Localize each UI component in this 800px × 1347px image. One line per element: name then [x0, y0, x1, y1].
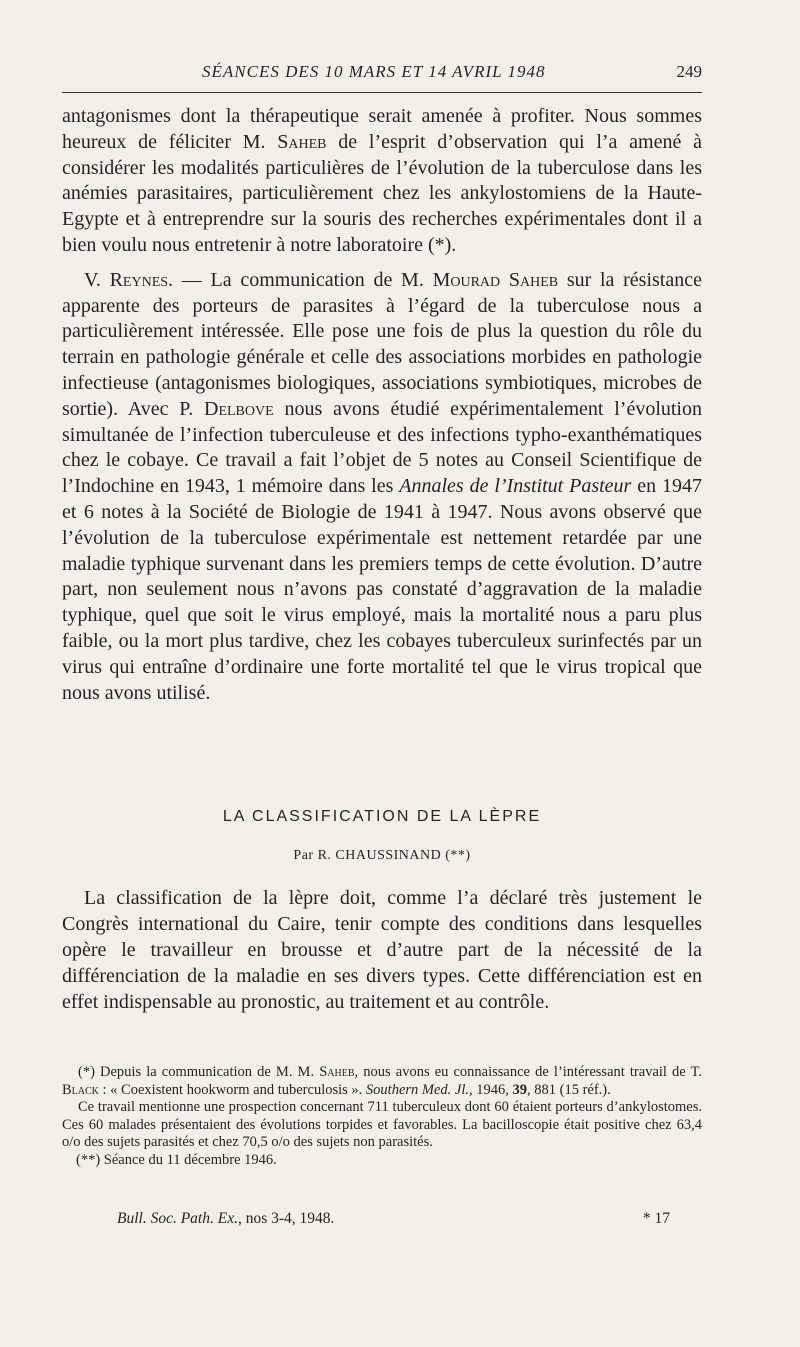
footnotes [62, 1064, 702, 1169]
article-text [62, 885, 702, 1015]
article-title: LA CLASSIFICATION DE LA LÈPRE [222, 808, 542, 825]
discussion-text [62, 104, 702, 706]
header-rule [62, 92, 702, 93]
author-name: Saheb [277, 130, 327, 153]
author-name: Reynes [109, 268, 169, 291]
paragraph-saheb: antagonismes dont la thérapeutique serait amenée à profiter. Nous sommes heureux de féliciter M. Saheb de l’esprit d’observation qui l’a amené à considérer les modalités particulières de l’évolution de la tuberculose dans les anémies parasitaires, particulièrement chez les ankylostomiens de la Haute-Egypte et à entreprendre sur la souris des recherches expérimentales dont il a bien voulu nous entretenir à notre laboratoire (*). [62, 105, 702, 256]
article-paragraph: La classification de la lèpre doit, comme l’a déclaré très justement le Congrès international du Caire, tenir compte des conditions dans lesquelles opère le travailleur en brousse et d’autre part de la nécessité de la différenciation de la maladie en ses divers types. Cette différenciation est en effet indispensable au pronostic, au traitement et au contrôle. [62, 887, 702, 1013]
running-title: SÉANCES DES 10 MARS ET 14 AVRIL 1948 [202, 62, 546, 81]
footnote-1-continued: Ce travail mentionne une prospection concernant 711 tuberculeux dont 60 étaient porteurs d’ankylostomes. Ces 60 malades présentaient des évolutions torpides et favorables. La bacilloscopie était positive chez 63,4 o/o des sujets parasités et chez 70,5 o/o des sujets non parasités. [62, 1099, 702, 1150]
footer-journal: Bull. Soc. Path. Ex., nos 3-4, 1948. [117, 1210, 335, 1227]
footnote-2: (**) Séance du 11 décembre 1946. [76, 1151, 277, 1168]
author-name: Mourad Saheb [432, 268, 559, 291]
page-number: 249 [676, 62, 702, 81]
article-byline: Par R. CHAUSSINAND (**) [293, 848, 471, 863]
footnote-1: (*) Depuis la communication de M. M. Saheb, nous avons eu connaissance de l’intéressant travail de T. Black : « Coexistent hookworm and tuberculosis ». Southern Med. Jl., 1946, 39, 881 (15 réf.). [62, 1064, 702, 1098]
author-name: Delbove [204, 397, 274, 420]
signature-mark: * 17 [642, 1210, 670, 1227]
paragraph-reynes: V. Reynes. — La communication de M. Mourad Saheb sur la résistance apparente des porteurs de parasites à l’égard de la tuberculose nous a particulièrement intéressée. Elle pose une fois de plus la question du rôle du terrain en pathologie générale et celle des associations morbides en pathologie infectieuse (antagonismes biologiques, associations symbiotiques, microbes de sortie). Avec P. Delbove nous avons étudié expérimentalement l’évolution simultanée de l’infection tuberculeuse et des infections typho-exanthématiques chez le cobaye. Ce travail a fait l’objet de 5 notes au Conseil Scientifique de l’Indochine en 1943, 1 mémoire dans les Annales de l’Institut Pasteur en 1947 et 6 notes à la Société de Biologie de 1941 à 1947. Nous avons observé que l’évolution de la tuberculose expérimentale est nettement retardée par une maladie typhique survenant dans les premiers temps de cette évolution. D’autre part, non seulement nous n’avons pas constaté d’aggravation de la maladie typhique, quel que soit le virus employé, mais la mortalité nous a paru plus faible, ou la mort plus tardive, chez les cobayes tuberculeux surinfectés par un virus qui entraîne d’ordinaire une forte mortalité tel que le virus tropical que nous avons utilisé. [62, 268, 702, 704]
running-header [62, 62, 702, 90]
journal-title: Annales de l’Institut Pasteur [399, 475, 632, 498]
